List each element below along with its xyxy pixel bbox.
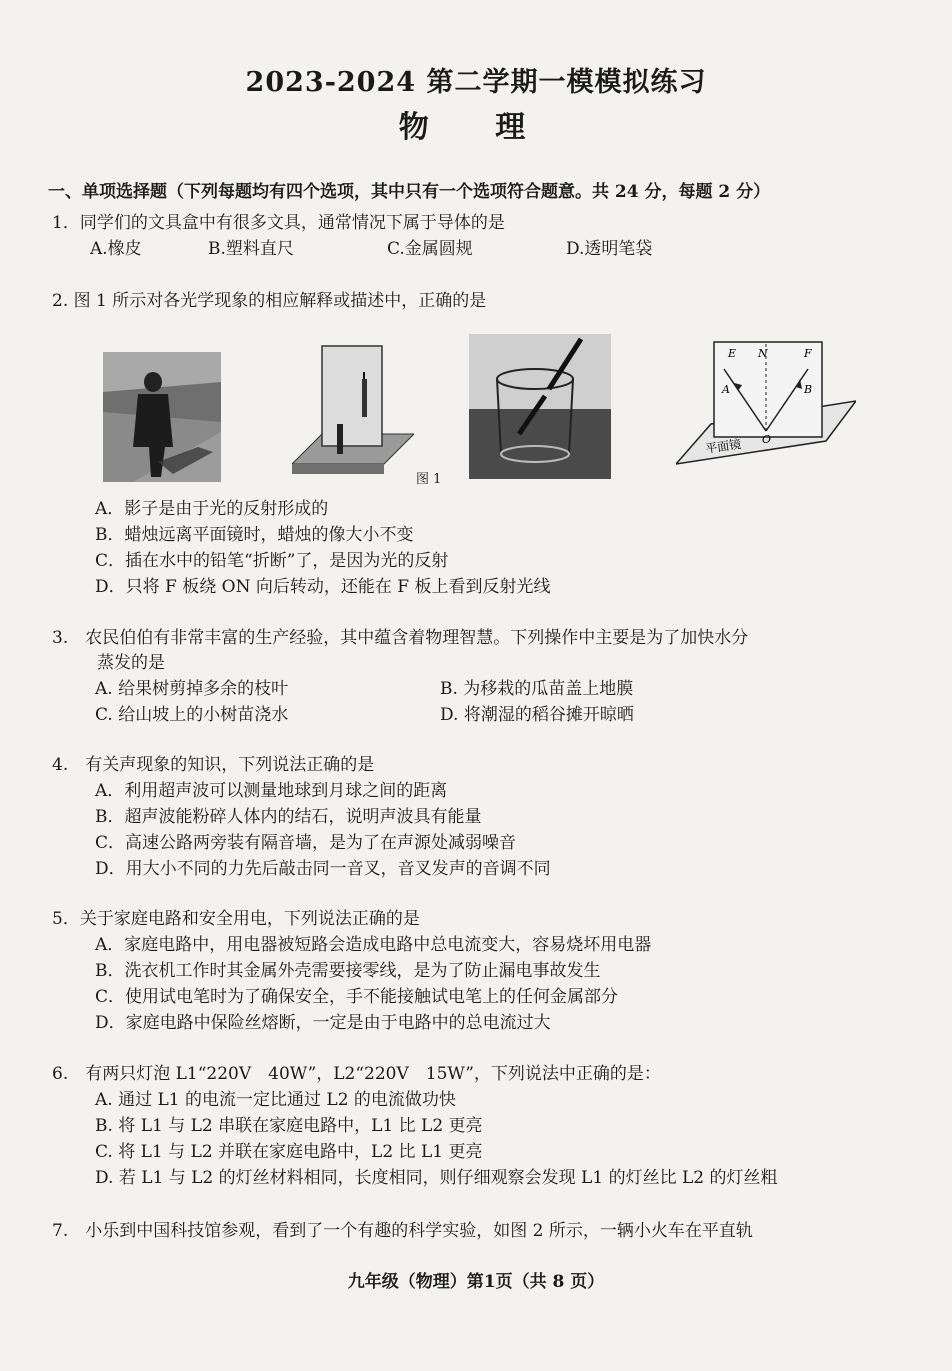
plane-mirror-label: 平面镜 xyxy=(704,437,743,456)
question-6-option-d: D. 若 L1 与 L2 的灯丝材料相同，长度相同，则仔细观察会发现 L1 的灯丝比 L2 的灯丝粗 xyxy=(95,1168,778,1188)
question-6-option-a: A. 通过 L1 的电流一定比通过 L2 的电流做功快 xyxy=(95,1090,456,1110)
question-6-option-b: B. 将 L1 与 L2 串联在家庭电路中，L1 比 L2 更亮 xyxy=(95,1116,483,1136)
question-1-option-a: A.橡皮 xyxy=(90,239,142,259)
label-n: N xyxy=(758,347,768,360)
question-5-option-b: B．洗衣机工作时其金属外壳需要接零线，是为了防止漏电事故发生 xyxy=(95,961,601,981)
reflection-board-figure xyxy=(676,339,856,471)
question-2-option-c: C．插在水中的铅笔“折断”了，是因为光的反射 xyxy=(95,551,449,571)
question-1-stem: 1．同学们的文具盒中有很多文具，通常情况下属于导体的是 xyxy=(52,213,505,233)
label-a: A xyxy=(722,383,730,396)
question-3-option-a: A. 给果树剪掉多余的枝叶 xyxy=(95,679,289,699)
label-o: O xyxy=(762,433,772,446)
question-1-option-c: C.金属圆规 xyxy=(387,239,473,259)
question-5-option-d: D．家庭电路中保险丝熔断，一定是由于电路中的总电流过大 xyxy=(95,1013,551,1033)
question-4-option-a: A．利用超声波可以测量地球到月球之间的距离 xyxy=(95,781,448,801)
page-footer: 九年级（物理）第1页（共 8 页） xyxy=(347,1272,605,1292)
question-2-option-a: A．影子是由于光的反射形成的 xyxy=(95,499,329,519)
question-5-option-c: C．使用试电笔时为了确保安全，手不能接触试电笔上的任何金属部分 xyxy=(95,987,619,1007)
exam-title: 2023-2024 第二学期一模模拟练习 xyxy=(245,67,707,98)
question-1-option-b: B.塑料直尺 xyxy=(208,239,294,259)
question-5-option-a: A．家庭电路中，用电器被短路会造成电路中总电流变大，容易烧坏用电器 xyxy=(95,935,652,955)
question-2-option-d: D．只将 F 板绕 ON 向后转动，还能在 F 板上看到反射光线 xyxy=(95,577,551,597)
question-4-option-c: C．高速公路两旁装有隔音墙，是为了在声源处减弱噪音 xyxy=(95,833,517,853)
label-b: B xyxy=(804,383,813,396)
question-3-stem-continued: 蒸发的是 xyxy=(97,653,165,673)
question-3-option-d: D. 将潮湿的稻谷摊开晾晒 xyxy=(440,705,634,725)
question-3-option-b: B. 为移栽的瓜苗盖上地膜 xyxy=(440,679,634,699)
question-2-stem: 2. 图 1 所示对各光学现象的相应解释或描述中，正确的是 xyxy=(52,291,487,311)
shadow-photo xyxy=(103,352,221,482)
question-7-stem: 7. 小乐到中国科技馆参观，看到了一个有趣的科学实验，如图 2 所示，一辆小火车在平直轨 xyxy=(52,1221,753,1241)
question-3-option-c: C. 给山坡上的小树苗浇水 xyxy=(95,705,289,725)
label-e: E xyxy=(728,347,737,360)
question-6-option-c: C. 将 L1 与 L2 并联在家庭电路中，L2 比 L1 更亮 xyxy=(95,1142,483,1162)
question-5-stem: 5．关于家庭电路和安全用电，下列说法正确的是 xyxy=(52,909,420,929)
question-4-option-b: B．超声波能粉碎人体内的结石，说明声波具有能量 xyxy=(95,807,482,827)
section-heading: 一、单项选择题（下列每题均有四个选项，其中只有一个选项符合题意。共 24 分，每题 2 分） xyxy=(48,182,771,202)
question-4-stem: 4. 有关声现象的知识，下列说法正确的是 xyxy=(52,755,375,775)
figure-1-caption: 图 1 xyxy=(416,472,442,487)
question-6-stem: 6. 有两只灯泡 L1“220V 40W”，L2“220V 15W”，下列说法中正确的是： xyxy=(52,1064,661,1084)
question-4-option-d: D．用大小不同的力先后敲击同一音叉，音叉发声的音调不同 xyxy=(95,859,551,879)
question-3-stem: 3. 农民伯伯有非常丰富的生产经验，其中蕴含着物理智慧。下列操作中主要是为了加快水分 xyxy=(52,628,749,648)
candle-mirror-figure xyxy=(292,344,414,480)
subject-title: 物 理 xyxy=(398,110,554,145)
label-f: F xyxy=(804,347,812,360)
pencil-in-water-figure xyxy=(469,334,611,479)
question-1-option-d: D.透明笔袋 xyxy=(566,239,653,259)
question-2-option-b: B．蜡烛远离平面镜时，蜡烛的像大小不变 xyxy=(95,525,414,545)
